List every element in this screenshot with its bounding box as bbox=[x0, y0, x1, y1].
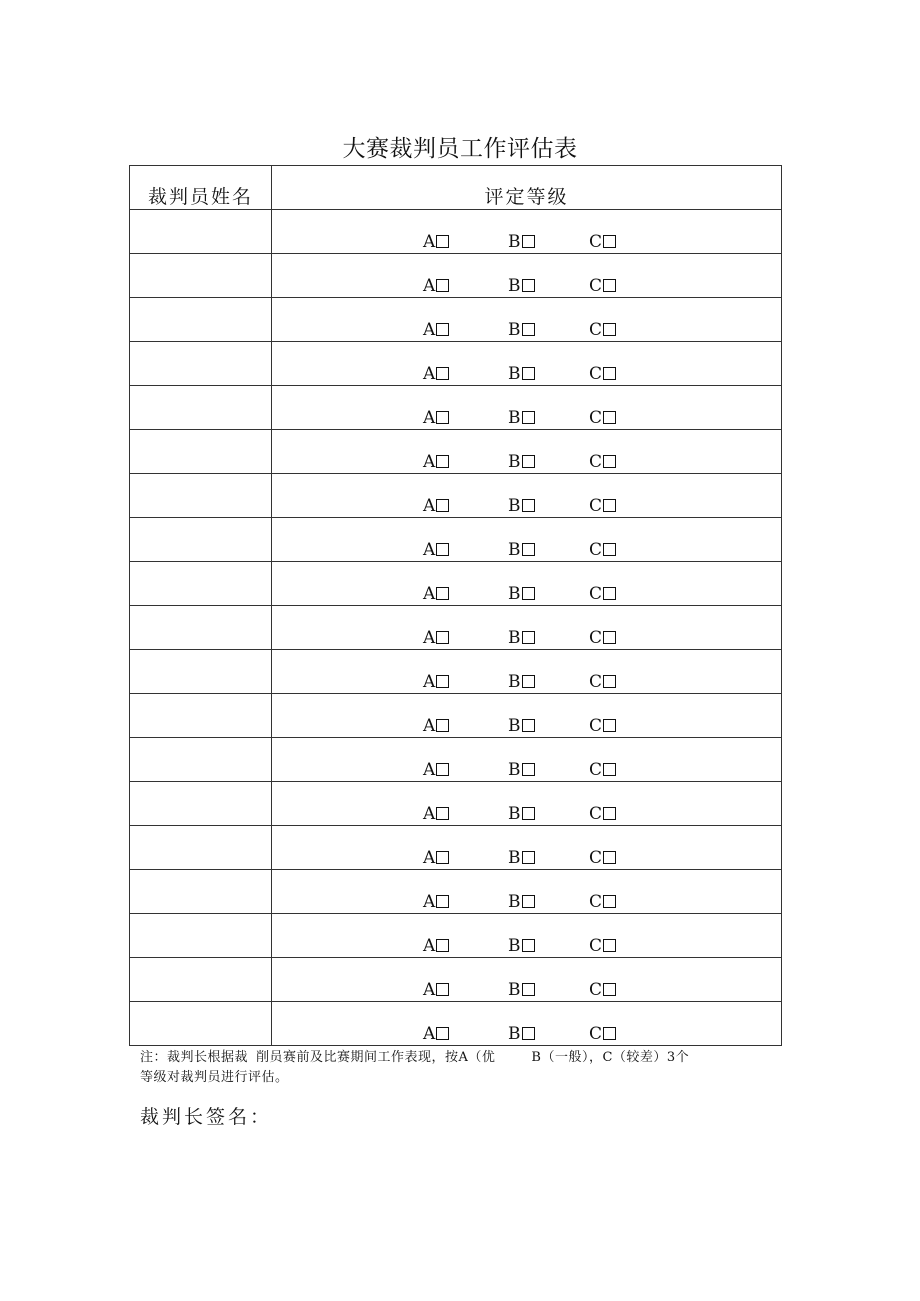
checkbox-icon[interactable] bbox=[603, 411, 616, 424]
checkbox-icon[interactable] bbox=[522, 411, 535, 424]
table-row bbox=[130, 958, 782, 1002]
grade-option-c bbox=[589, 1024, 616, 1044]
checkbox-icon[interactable] bbox=[436, 455, 449, 468]
grade-option-a bbox=[423, 232, 449, 252]
footnote-part-2: 削员赛前及比赛期间工作表现，按A（优 bbox=[256, 1050, 496, 1065]
grade-cell bbox=[272, 914, 782, 958]
referee-name-cell[interactable] bbox=[130, 694, 272, 738]
checkbox-icon[interactable] bbox=[436, 763, 449, 776]
table-row bbox=[130, 562, 782, 606]
referee-name-cell[interactable] bbox=[130, 254, 272, 298]
grade-option-label: A bbox=[423, 804, 436, 824]
grade-option-c bbox=[589, 892, 616, 912]
referee-name-cell[interactable] bbox=[130, 650, 272, 694]
table-row bbox=[130, 518, 782, 562]
grade-option-label: B bbox=[508, 892, 521, 912]
referee-name-cell[interactable] bbox=[130, 518, 272, 562]
grade-cell bbox=[272, 782, 782, 826]
referee-name-cell[interactable] bbox=[130, 430, 272, 474]
checkbox-icon[interactable] bbox=[436, 851, 449, 864]
grade-option-a bbox=[423, 540, 449, 560]
grade-option-label: A bbox=[423, 980, 436, 1000]
grade-option-label: A bbox=[423, 760, 436, 780]
grade-cell bbox=[272, 518, 782, 562]
grade-cell bbox=[272, 694, 782, 738]
grade-option-label: C bbox=[589, 1024, 603, 1044]
evaluation-table bbox=[129, 165, 782, 1046]
grade-cell bbox=[272, 254, 782, 298]
checkbox-icon[interactable] bbox=[603, 499, 616, 512]
checkbox-icon[interactable] bbox=[603, 543, 616, 556]
grade-option-b bbox=[508, 892, 535, 912]
table-body bbox=[130, 210, 782, 1046]
grade-option-b bbox=[508, 760, 535, 780]
grade-option-label: A bbox=[423, 1024, 436, 1044]
checkbox-icon[interactable] bbox=[436, 939, 449, 952]
grade-option-b bbox=[508, 672, 535, 692]
checkbox-icon[interactable] bbox=[522, 631, 535, 644]
referee-name-cell[interactable] bbox=[130, 958, 272, 1002]
grade-option-label: A bbox=[423, 892, 436, 912]
checkbox-icon[interactable] bbox=[603, 763, 616, 776]
grade-cell bbox=[272, 210, 782, 254]
grade-option-label: B bbox=[508, 364, 521, 384]
checkbox-icon[interactable] bbox=[436, 499, 449, 512]
grade-option-label: B bbox=[508, 232, 521, 252]
table-row bbox=[130, 738, 782, 782]
grade-option-label: A bbox=[423, 540, 436, 560]
form-title: 大赛裁判员工作评估表 bbox=[342, 136, 578, 162]
checkbox-icon[interactable] bbox=[603, 235, 616, 248]
table-header-row bbox=[130, 166, 782, 210]
grade-option-b bbox=[508, 936, 535, 956]
referee-name-cell[interactable] bbox=[130, 474, 272, 518]
checkbox-icon[interactable] bbox=[522, 1027, 535, 1040]
grade-option-b bbox=[508, 496, 535, 516]
footnote-line-2: 等级对裁判员进行评估。 bbox=[140, 1070, 289, 1085]
grade-option-c bbox=[589, 980, 616, 1000]
checkbox-icon[interactable] bbox=[522, 587, 535, 600]
table-row bbox=[130, 826, 782, 870]
grade-option-label: B bbox=[508, 408, 521, 428]
grade-option-label: B bbox=[508, 716, 521, 736]
table-row bbox=[130, 342, 782, 386]
grade-option-label: C bbox=[589, 496, 603, 516]
grade-option-b bbox=[508, 232, 535, 252]
grade-option-a bbox=[423, 628, 449, 648]
checkbox-icon[interactable] bbox=[522, 939, 535, 952]
referee-name-cell[interactable] bbox=[130, 386, 272, 430]
grade-cell bbox=[272, 826, 782, 870]
checkbox-icon[interactable] bbox=[522, 851, 535, 864]
grade-cell bbox=[272, 870, 782, 914]
grade-option-a bbox=[423, 276, 449, 296]
grade-option-label: B bbox=[508, 848, 521, 868]
footnote-part-3: B（一般），C（较差）3个 bbox=[531, 1050, 690, 1065]
checkbox-icon[interactable] bbox=[522, 235, 535, 248]
grade-option-label: C bbox=[589, 452, 603, 472]
table-row bbox=[130, 430, 782, 474]
grade-option-c bbox=[589, 496, 616, 516]
table-row bbox=[130, 474, 782, 518]
referee-name-cell[interactable] bbox=[130, 562, 272, 606]
table-row bbox=[130, 870, 782, 914]
grade-option-label: A bbox=[423, 320, 436, 340]
referee-name-cell[interactable] bbox=[130, 606, 272, 650]
checkbox-icon[interactable] bbox=[603, 367, 616, 380]
referee-name-cell[interactable] bbox=[130, 210, 272, 254]
grade-option-b bbox=[508, 716, 535, 736]
grade-option-label: C bbox=[589, 320, 603, 340]
grade-option-a bbox=[423, 980, 449, 1000]
grade-option-c bbox=[589, 760, 616, 780]
grade-cell bbox=[272, 650, 782, 694]
grade-option-c bbox=[589, 584, 616, 604]
checkbox-icon[interactable] bbox=[436, 543, 449, 556]
grade-option-label: B bbox=[508, 276, 521, 296]
grade-option-c bbox=[589, 232, 616, 252]
grade-option-c bbox=[589, 320, 616, 340]
grade-option-label: C bbox=[589, 892, 603, 912]
grade-option-label: C bbox=[589, 584, 603, 604]
grade-option-a bbox=[423, 936, 449, 956]
grade-option-label: B bbox=[508, 452, 521, 472]
grade-option-label: A bbox=[423, 276, 436, 296]
grade-option-label: B bbox=[508, 1024, 521, 1044]
checkbox-icon[interactable] bbox=[522, 719, 535, 732]
grade-option-b bbox=[508, 848, 535, 868]
checkbox-icon[interactable] bbox=[522, 455, 535, 468]
checkbox-icon[interactable] bbox=[436, 983, 449, 996]
checkbox-icon[interactable] bbox=[603, 675, 616, 688]
checkbox-icon[interactable] bbox=[436, 279, 449, 292]
header-grade: 评定等级 bbox=[272, 166, 782, 210]
referee-name-cell[interactable] bbox=[130, 342, 272, 386]
grade-option-label: A bbox=[423, 936, 436, 956]
grade-option-a bbox=[423, 672, 449, 692]
grade-option-c bbox=[589, 716, 616, 736]
grade-option-c bbox=[589, 672, 616, 692]
checkbox-icon[interactable] bbox=[603, 455, 616, 468]
grade-option-a bbox=[423, 848, 449, 868]
checkbox-icon[interactable] bbox=[603, 807, 616, 820]
checkbox-icon[interactable] bbox=[603, 279, 616, 292]
grade-option-label: C bbox=[589, 848, 603, 868]
grade-option-b bbox=[508, 540, 535, 560]
grade-option-a bbox=[423, 804, 449, 824]
grade-cell bbox=[272, 298, 782, 342]
grade-option-a bbox=[423, 496, 449, 516]
grade-option-label: C bbox=[589, 804, 603, 824]
referee-name-cell[interactable] bbox=[130, 782, 272, 826]
grade-option-label: B bbox=[508, 496, 521, 516]
grade-option-label: A bbox=[423, 584, 436, 604]
grade-cell bbox=[272, 562, 782, 606]
grade-option-label: B bbox=[508, 936, 521, 956]
grade-option-label: A bbox=[423, 848, 436, 868]
checkbox-icon[interactable] bbox=[436, 367, 449, 380]
grade-option-b bbox=[508, 628, 535, 648]
grade-option-c bbox=[589, 452, 616, 472]
grade-option-label: C bbox=[589, 232, 603, 252]
grade-option-a bbox=[423, 584, 449, 604]
grade-option-label: C bbox=[589, 540, 603, 560]
footnote bbox=[140, 1048, 790, 1088]
grade-cell bbox=[272, 474, 782, 518]
grade-option-label: B bbox=[508, 980, 521, 1000]
grade-option-label: A bbox=[423, 628, 436, 648]
table-row bbox=[130, 298, 782, 342]
grade-option-a bbox=[423, 1024, 449, 1044]
checkbox-icon[interactable] bbox=[436, 323, 449, 336]
checkbox-icon[interactable] bbox=[603, 719, 616, 732]
grade-option-label: C bbox=[589, 716, 603, 736]
referee-name-cell[interactable] bbox=[130, 738, 272, 782]
referee-name-cell[interactable] bbox=[130, 298, 272, 342]
referee-name-cell[interactable] bbox=[130, 826, 272, 870]
grade-option-label: B bbox=[508, 320, 521, 340]
checkbox-icon[interactable] bbox=[436, 719, 449, 732]
grade-option-label: B bbox=[508, 584, 521, 604]
grade-cell bbox=[272, 606, 782, 650]
table-row bbox=[130, 386, 782, 430]
checkbox-icon[interactable] bbox=[436, 235, 449, 248]
checkbox-icon[interactable] bbox=[603, 323, 616, 336]
table-row bbox=[130, 782, 782, 826]
table-row bbox=[130, 1002, 782, 1046]
checkbox-icon[interactable] bbox=[522, 895, 535, 908]
grade-cell bbox=[272, 1002, 782, 1046]
grade-option-a bbox=[423, 760, 449, 780]
grade-option-c bbox=[589, 276, 616, 296]
checkbox-icon[interactable] bbox=[522, 763, 535, 776]
grade-option-c bbox=[589, 408, 616, 428]
grade-option-label: C bbox=[589, 760, 603, 780]
checkbox-icon[interactable] bbox=[603, 587, 616, 600]
grade-option-label: B bbox=[508, 540, 521, 560]
grade-cell bbox=[272, 738, 782, 782]
checkbox-icon[interactable] bbox=[603, 631, 616, 644]
grade-option-label: A bbox=[423, 452, 436, 472]
footnote-part-1: 注：裁判长根据裁 bbox=[140, 1050, 249, 1065]
grade-option-label: C bbox=[589, 936, 603, 956]
table-row bbox=[130, 210, 782, 254]
grade-option-b bbox=[508, 408, 535, 428]
grade-cell bbox=[272, 430, 782, 474]
grade-option-label: B bbox=[508, 672, 521, 692]
checkbox-icon[interactable] bbox=[522, 499, 535, 512]
grade-option-a bbox=[423, 408, 449, 428]
referee-name-cell[interactable] bbox=[130, 914, 272, 958]
grade-option-a bbox=[423, 716, 449, 736]
checkbox-icon[interactable] bbox=[436, 587, 449, 600]
table-row bbox=[130, 650, 782, 694]
checkbox-icon[interactable] bbox=[603, 895, 616, 908]
grade-option-c bbox=[589, 936, 616, 956]
header-referee-name: 裁判员姓名 bbox=[130, 166, 272, 210]
grade-option-a bbox=[423, 364, 449, 384]
grade-option-label: B bbox=[508, 628, 521, 648]
table-row bbox=[130, 914, 782, 958]
grade-cell bbox=[272, 958, 782, 1002]
checkbox-icon[interactable] bbox=[436, 895, 449, 908]
grade-option-c bbox=[589, 540, 616, 560]
checkbox-icon[interactable] bbox=[522, 367, 535, 380]
checkbox-icon[interactable] bbox=[436, 807, 449, 820]
checkbox-icon[interactable] bbox=[436, 1027, 449, 1040]
grade-option-label: C bbox=[589, 408, 603, 428]
grade-option-b bbox=[508, 452, 535, 472]
checkbox-icon[interactable] bbox=[436, 631, 449, 644]
grade-option-label: C bbox=[589, 276, 603, 296]
checkbox-icon[interactable] bbox=[522, 807, 535, 820]
checkbox-icon[interactable] bbox=[522, 323, 535, 336]
grade-option-a bbox=[423, 892, 449, 912]
table-row bbox=[130, 606, 782, 650]
grade-option-label: B bbox=[508, 760, 521, 780]
grade-option-b bbox=[508, 1024, 535, 1044]
grade-option-b bbox=[508, 320, 535, 340]
grade-option-label: B bbox=[508, 804, 521, 824]
grade-cell bbox=[272, 386, 782, 430]
grade-option-c bbox=[589, 628, 616, 648]
checkbox-icon[interactable] bbox=[522, 675, 535, 688]
grade-option-b bbox=[508, 276, 535, 296]
table-row bbox=[130, 694, 782, 738]
grade-option-b bbox=[508, 980, 535, 1000]
grade-option-label: C bbox=[589, 364, 603, 384]
checkbox-icon[interactable] bbox=[522, 543, 535, 556]
grade-option-a bbox=[423, 320, 449, 340]
chief-referee-signature-label: 裁判长签名： bbox=[140, 1106, 273, 1128]
grade-option-c bbox=[589, 848, 616, 868]
checkbox-icon[interactable] bbox=[603, 1027, 616, 1040]
checkbox-icon[interactable] bbox=[436, 675, 449, 688]
referee-name-cell[interactable] bbox=[130, 1002, 272, 1046]
checkbox-icon[interactable] bbox=[603, 851, 616, 864]
grade-option-b bbox=[508, 584, 535, 604]
checkbox-icon[interactable] bbox=[522, 983, 535, 996]
checkbox-icon[interactable] bbox=[603, 939, 616, 952]
grade-option-label: A bbox=[423, 496, 436, 516]
grade-option-c bbox=[589, 364, 616, 384]
table-row bbox=[130, 254, 782, 298]
grade-option-c bbox=[589, 804, 616, 824]
grade-option-label: C bbox=[589, 672, 603, 692]
referee-name-cell[interactable] bbox=[130, 870, 272, 914]
grade-option-b bbox=[508, 364, 535, 384]
grade-option-a bbox=[423, 452, 449, 472]
grade-option-b bbox=[508, 804, 535, 824]
checkbox-icon[interactable] bbox=[603, 983, 616, 996]
grade-option-label: C bbox=[589, 980, 603, 1000]
grade-option-label: A bbox=[423, 672, 436, 692]
checkbox-icon[interactable] bbox=[436, 411, 449, 424]
grade-option-label: A bbox=[423, 364, 436, 384]
grade-option-label: A bbox=[423, 232, 436, 252]
grade-option-label: A bbox=[423, 408, 436, 428]
checkbox-icon[interactable] bbox=[522, 279, 535, 292]
grade-option-label: A bbox=[423, 716, 436, 736]
grade-option-label: C bbox=[589, 628, 603, 648]
grade-cell bbox=[272, 342, 782, 386]
